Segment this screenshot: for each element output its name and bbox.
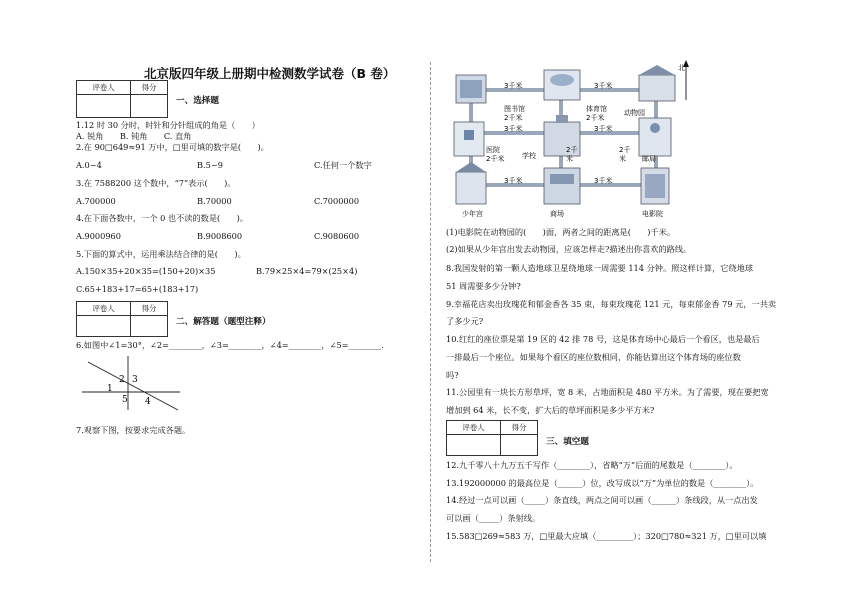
question-10-line-3: 吗? <box>446 370 459 380</box>
question-15: 15.583□269≈583 万，□里最大应填（_________）；320□780≈321 万，□里可以填 <box>446 531 767 541</box>
score-table-grader: 评卷人 <box>77 81 131 95</box>
score-table-grader: 评卷人 <box>77 302 131 316</box>
question-1-options: A. 锐角 B. 钝角 C. 直角 <box>76 131 192 141</box>
score-table-grader: 评卷人 <box>447 421 501 435</box>
question-11-line-2: 增加到 64 米，长不变，扩大后的草坪面积是多少平方米? <box>446 405 655 415</box>
question-3-option-c: C.7000000 <box>314 196 360 206</box>
dist-label: 米 <box>619 155 626 163</box>
dist-label: 2千米 <box>586 114 605 122</box>
question-8-line-1: 8.我国发射的第一颗人造地球卫星绕地球一周需要 114 分钟。照这样计算，它绕地球 <box>446 263 754 273</box>
question-5-option-a: A.150×35+20×35=(150+20)×35 <box>76 266 216 276</box>
question-2-option-a: A.0~4 <box>76 160 102 170</box>
question-5-option-c: C.65+183+17=65+(183+17) <box>76 284 199 294</box>
question-9-line-2: 了多少元? <box>446 316 484 326</box>
question-4-option-a: A.9000960 <box>76 231 121 241</box>
youth-palace-building <box>456 162 486 204</box>
dist-label: 3千米 <box>504 82 523 90</box>
question-6: 6.如图中∠1=30°，∠2=________，∠3=________，∠4=________，∠5=________. <box>76 340 384 350</box>
dist-label: 3千米 <box>594 177 613 185</box>
question-4-option-b: B.9008600 <box>197 231 243 241</box>
question-10-line-1: 10.红红的座位票是第 19 区的 42 排 78 号，这是体育场中心最后一个看区，也是最后 <box>446 334 760 344</box>
angle-label-2: 2 <box>119 375 125 385</box>
score-table <box>76 80 168 118</box>
dist-label: 2千米 <box>486 155 505 163</box>
mall-building <box>544 168 580 204</box>
question-14-line-1: 14.经过一点可以画（_____）条直线，两点之间可以画（______）条线段，从一点出发 <box>446 495 758 505</box>
question-8-line-2: 51 周需要多少分钟? <box>446 281 521 291</box>
question-5-option-b: B.79×25×4=79×(25×4) <box>256 266 358 276</box>
question-14-line-2: 可以画（_____）条射线。 <box>446 513 541 523</box>
question-4-option-c: C.9080600 <box>314 231 360 241</box>
section-heading-fill: 三、填空题 <box>546 437 589 447</box>
stadium-building <box>544 70 580 100</box>
cinema-building <box>641 168 669 204</box>
post-office-building <box>639 118 671 156</box>
angle-label-5: 5 <box>122 395 128 405</box>
place-label: 医院 <box>486 146 500 154</box>
zoo-building <box>639 65 675 101</box>
dist-label: 3千米 <box>504 125 523 133</box>
score-table-score: 得分 <box>501 421 538 435</box>
section-heading-choice: 一、选择题 <box>176 96 219 106</box>
score-table-score: 得分 <box>131 81 168 95</box>
question-2-option-b: B.5~9 <box>197 160 223 170</box>
map-question-1: (1)电影院在动物园的( )面，两者之间的距离是( )千米。 <box>446 227 676 237</box>
place-label: 学校 <box>522 152 536 160</box>
place-label: 体育馆 <box>586 105 607 113</box>
dist-label: 3千米 <box>594 125 613 133</box>
question-2: 2.在 90□649≈91 万中，□里可填的数字是( )。 <box>76 142 269 152</box>
score-table <box>76 301 168 337</box>
place-label: 商场 <box>550 210 564 218</box>
dist-label: 2千 <box>619 146 631 154</box>
score-table <box>446 420 538 456</box>
question-9-line-1: 9.幸福花店卖出玫瑰花和郁金香各 35 束，每束玫瑰花 121 元，每束郁金香 79 元，一共卖 <box>446 299 777 309</box>
page-title: 北京版四年级上册期中检测数学试卷（B 卷） <box>144 66 396 81</box>
place-label: 电影院 <box>642 210 663 218</box>
column-divider <box>430 62 431 562</box>
library-building <box>456 75 486 103</box>
map-question-2: (2)如果从少年宫出发去动物园，应该怎样走?描述出你喜欢的路线。 <box>446 244 692 254</box>
question-11-line-1: 11.公园里有一块长方形草坪，宽 8 米，占地面积是 480 平方米。为了需要，现在要把宽 <box>446 387 769 397</box>
north-label: 北 <box>678 64 685 72</box>
question-12: 12.九千零八十九万五千写作（________），省略“万”后面的尾数是（________）。 <box>446 460 738 470</box>
angle-label-3: 3 <box>132 375 138 385</box>
score-table-score: 得分 <box>131 302 168 316</box>
dist-label: 2千 <box>566 146 578 154</box>
question-2-option-c: C.任何一个数字 <box>314 160 372 170</box>
place-label: 邮局 <box>642 155 656 163</box>
question-7: 7.观察下图，按要求完成各题。 <box>76 425 191 435</box>
question-3-option-b: B.70000 <box>197 196 232 206</box>
question-1: 1.12 时 30 分时，时针和分针组成的角是（ ） <box>76 120 260 130</box>
dist-label: 2千米 <box>504 114 523 122</box>
question-4: 4.在下面各数中，一个 0 也不读的数是( )。 <box>76 213 248 223</box>
place-label: 图书馆 <box>504 105 525 113</box>
hospital-building <box>454 122 484 156</box>
dist-label: 3千米 <box>504 177 523 185</box>
dist-label: 米 <box>566 155 573 163</box>
question-13: 13.192000000 的最高位是（______）位，改写成以“万”为单位的数是（________）。 <box>446 478 759 488</box>
question-10-line-2: 一排最后一个座位。如果每个看区的座位数相同，你能估算出这个体育场的座位数 <box>446 352 741 362</box>
question-5: 5.下面的算式中，运用乘法结合律的是( )。 <box>76 249 246 259</box>
section-heading-solve: 二、解答题（题型注释） <box>176 317 271 327</box>
dist-label: 3千米 <box>594 82 613 90</box>
question-3: 3.在 7588200 这个数中，“7”表示( )。 <box>76 178 236 188</box>
place-label: 动物园 <box>624 109 645 117</box>
question-3-option-a: A.700000 <box>76 196 116 206</box>
angle-figure <box>80 354 180 414</box>
angle-label-4: 4 <box>145 397 151 407</box>
map-figure <box>446 60 696 226</box>
place-label: 少年宫 <box>462 210 483 218</box>
angle-label-1: 1 <box>107 384 113 394</box>
